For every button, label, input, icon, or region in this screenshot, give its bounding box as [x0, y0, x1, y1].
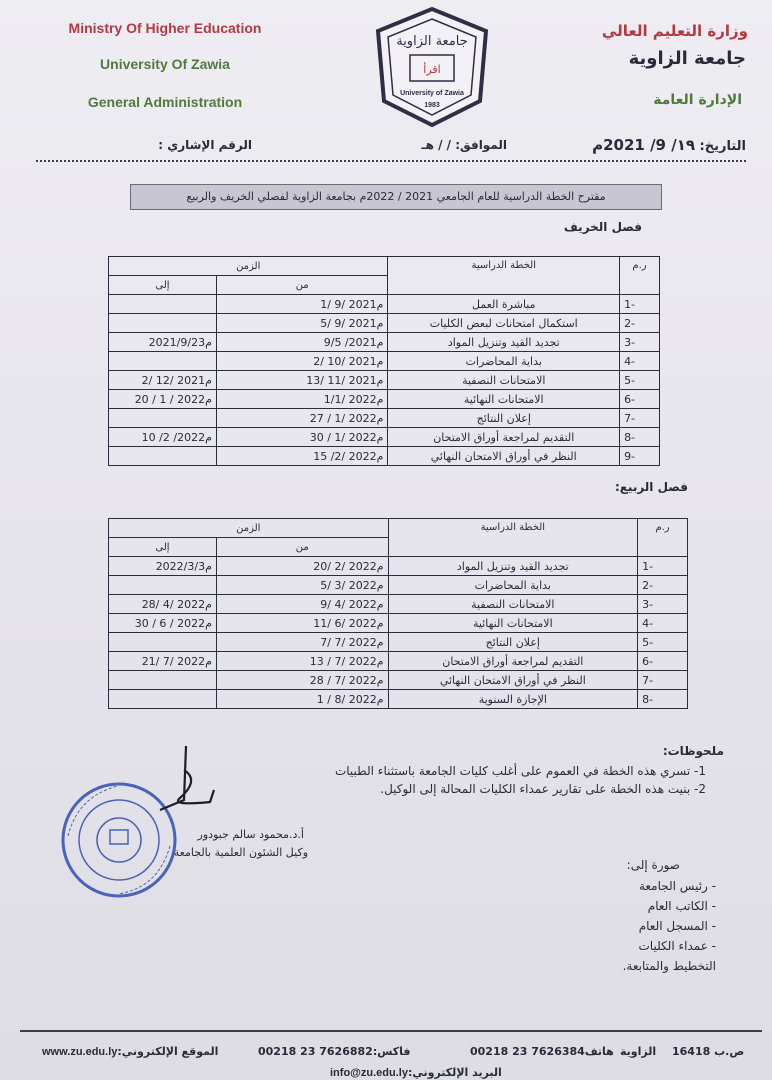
spring-cell-no: 3- — [638, 595, 688, 614]
signatory-title: وكيل الشئون العلمية بالجامعة — [173, 846, 308, 859]
copy-item: - الكاتب العام — [647, 899, 716, 913]
spring-row — [109, 576, 688, 595]
spring-cell-no: 6- — [638, 652, 688, 671]
autumn-row — [109, 314, 660, 333]
note-item: 2- بنيت هذه الخطة على تقارير عمداء الكليات المحالة إلى الوكيل. — [380, 782, 706, 796]
footer-phone-block — [470, 1045, 614, 1058]
autumn-cell-plan: التقديم لمراجعة أوراق الامتحان — [388, 428, 620, 447]
autumn-cell-no: 1- — [620, 295, 660, 314]
autumn-cell-from: 13/ 11/ 2021م — [216, 371, 388, 390]
spring-cell-to — [109, 633, 217, 652]
autumn-row — [109, 390, 660, 409]
spring-row — [109, 671, 688, 690]
autumn-col-from: من — [216, 276, 388, 295]
hijri-label: الموافق: — [455, 138, 507, 152]
autumn-row — [109, 409, 660, 428]
spring-cell-plan: النظر في أوراق الامتحان النهائي — [388, 671, 638, 690]
spring-cell-plan: التقديم لمراجعة أوراق الامتحان — [388, 652, 638, 671]
spring-row — [109, 557, 688, 576]
spring-cell-from: 5/ 3/ 2022م — [216, 576, 388, 595]
spring-cell-plan: تجديد القيد وتنزيل المواد — [388, 557, 638, 576]
autumn-cell-plan: الامتحانات النهائية — [388, 390, 620, 409]
spring-heading: فصل الربيع: — [614, 480, 688, 494]
spring-col-time: الزمن — [109, 519, 389, 538]
signature-icon — [140, 740, 230, 830]
autumn-row — [109, 428, 660, 447]
autumn-cell-no: 2- — [620, 314, 660, 333]
autumn-cell-from: 15 /2/ 2022م — [216, 447, 388, 466]
spring-row — [109, 595, 688, 614]
autumn-col-plan: الخطة الدراسية — [388, 257, 620, 295]
autumn-cell-from: 2/ 10/ 2021م — [216, 352, 388, 371]
autumn-cell-to — [109, 314, 217, 333]
spring-cell-plan: إعلان النتائج — [388, 633, 638, 652]
spring-cell-from: 9/ 4/ 2022م — [216, 595, 388, 614]
spring-table — [108, 518, 688, 709]
autumn-table — [108, 256, 660, 466]
copies-heading: صورة إلى: — [626, 858, 680, 872]
footer-city: الزاوية — [620, 1045, 657, 1058]
autumn-cell-to: 2021/9/23م — [109, 333, 217, 352]
ar-ministry: وزارة التعليم العالي — [601, 22, 748, 40]
autumn-cell-to — [109, 352, 217, 371]
signatory-name: أ.د.محمود سالم جبودور — [197, 828, 304, 841]
spring-cell-plan: الامتحانات النصفية — [388, 595, 638, 614]
en-admin: General Administration — [87, 94, 243, 110]
autumn-cell-no: 8- — [620, 428, 660, 447]
footer-phone: 00218 23 7626384 — [470, 1045, 585, 1058]
spring-cell-from: 20/ 2/ 2022م — [216, 557, 388, 576]
autumn-cell-plan: النظر في أوراق الامتحان النهائي — [388, 447, 620, 466]
copy-item: - عمداء الكليات — [638, 939, 716, 953]
autumn-cell-to: 20 / 1 / 2022م — [109, 390, 217, 409]
autumn-col-to: إلى — [109, 276, 217, 295]
spring-row — [109, 690, 688, 709]
en-ministry: Ministry Of Higher Education — [68, 20, 262, 36]
footer-fax-label: :فاكس — [372, 1045, 411, 1058]
autumn-cell-to — [109, 447, 217, 466]
autumn-cell-plan: بداية المحاضرات — [388, 352, 620, 371]
en-university: University Of Zawia — [100, 56, 230, 72]
copy-item: التخطيط والمتابعة. — [622, 959, 716, 973]
autumn-cell-from: 1/1/ 2022م — [216, 390, 388, 409]
footer-fax: 00218 23 7626882 — [258, 1045, 373, 1058]
autumn-cell-plan: تجديد القيد وتنزيل المواد — [388, 333, 620, 352]
autumn-cell-no: 7- — [620, 409, 660, 428]
ar-university: جامعة الزاوية — [628, 48, 746, 69]
ref-label: الرقم الإشاري : — [158, 138, 252, 152]
note-item: 1- تسري هذه الخطة في العموم على أغلب كليات الجامعة باستثناء الطبيات — [334, 764, 706, 778]
header-divider — [36, 160, 746, 162]
autumn-cell-to — [109, 409, 217, 428]
spring-row — [109, 652, 688, 671]
autumn-col-time: الزمن — [109, 257, 388, 276]
footer-website-block — [42, 1045, 218, 1058]
autumn-cell-to: 2/ 12/ 2021م — [109, 371, 217, 390]
autumn-row — [109, 295, 660, 314]
autumn-cell-to — [109, 295, 217, 314]
footer-email: info@zu.edu.ly — [330, 1067, 408, 1079]
hijri-line — [421, 138, 507, 152]
spring-cell-to: 21/ 7/ 2022م — [109, 652, 217, 671]
spring-col-to: إلى — [109, 538, 217, 557]
autumn-cell-plan: الامتحانات النصفية — [388, 371, 620, 390]
notes-heading: ملحوظات: — [662, 744, 724, 758]
ar-admin: الإدارة العامة — [653, 92, 742, 108]
footer-address — [620, 1045, 656, 1058]
footer-divider — [20, 1030, 762, 1032]
copy-item: - رئيس الجامعة — [638, 879, 716, 893]
spring-cell-no: 7- — [638, 671, 688, 690]
footer-fax-block — [258, 1045, 411, 1058]
autumn-col-no: ر.م — [620, 257, 660, 295]
autumn-cell-from: 5/ 9/ 2021م — [216, 314, 388, 333]
spring-cell-no: 8- — [638, 690, 688, 709]
autumn-cell-plan: إعلان النتائج — [388, 409, 620, 428]
spring-cell-no: 1- — [638, 557, 688, 576]
footer-website-label: :الموقع الإلكتروني — [117, 1045, 219, 1058]
logo-text-bottom: University of Zawia — [400, 90, 464, 97]
footer-email-block — [330, 1066, 502, 1079]
footer-website: www.zu.edu.ly — [42, 1046, 118, 1058]
autumn-row — [109, 352, 660, 371]
date-label: التاريخ: — [699, 139, 746, 154]
autumn-cell-from: 1/ 9/ 2021م — [216, 295, 388, 314]
spring-cell-from: 13 / 7/ 2022م — [216, 652, 388, 671]
spring-row — [109, 614, 688, 633]
document-title: مقترح الخطة الدراسية للعام الجامعي 2021 / 2022م بجامعة الزاوية لفصلي الخريف والربيع — [130, 184, 662, 210]
autumn-cell-from: 30 / 1/ 2022م — [216, 428, 388, 447]
spring-cell-plan: بداية المحاضرات — [388, 576, 638, 595]
autumn-heading: فصل الخريف — [563, 220, 642, 234]
spring-cell-no: 4- — [638, 614, 688, 633]
university-seal-icon — [370, 5, 494, 129]
spring-cell-from: 28 / 7/ 2022م — [216, 671, 388, 690]
autumn-cell-no: 5- — [620, 371, 660, 390]
autumn-cell-plan: مباشرة العمل — [388, 295, 620, 314]
copy-item: - المسجل العام — [638, 919, 716, 933]
logo-text-top: جامعة الزاوية — [396, 34, 468, 49]
spring-cell-to: 2022/3/3م — [109, 557, 217, 576]
autumn-row — [109, 333, 660, 352]
spring-cell-plan: الإجازة السنوية — [388, 690, 638, 709]
spring-cell-plan: الامتحانات النهائية — [388, 614, 638, 633]
copies-list — [623, 876, 716, 976]
spring-col-from: من — [216, 538, 388, 557]
spring-cell-from: 1 / 8/ 2022م — [216, 690, 388, 709]
footer-phone-label: هاتف — [584, 1045, 614, 1058]
spring-col-plan: الخطة الدراسية — [388, 519, 638, 557]
logo-text-mid: اقرأ — [423, 63, 441, 76]
spring-cell-to — [109, 690, 217, 709]
spring-cell-to: 28/ 4/ 2022م — [109, 595, 217, 614]
autumn-row — [109, 371, 660, 390]
spring-row — [109, 633, 688, 652]
spring-cell-no: 2- — [638, 576, 688, 595]
autumn-cell-plan: استكمال امتحانات لبعض الكليات — [388, 314, 620, 333]
autumn-cell-no: 6- — [620, 390, 660, 409]
spring-cell-from: 11/ 6/ 2022م — [216, 614, 388, 633]
spring-cell-from: 7/ 7/ 2022م — [216, 633, 388, 652]
autumn-cell-to: 10 /2 /2022م — [109, 428, 217, 447]
footer-pobox: 16418 ص.ب — [672, 1045, 745, 1058]
autumn-cell-from: 9/5 /2021م — [216, 333, 388, 352]
spring-cell-to — [109, 576, 217, 595]
spring-col-no: ر.م — [638, 519, 688, 557]
logo-year: 1983 — [424, 102, 440, 109]
autumn-cell-from: 27 / 1/ 2022م — [216, 409, 388, 428]
autumn-cell-no: 9- — [620, 447, 660, 466]
autumn-cell-no: 3- — [620, 333, 660, 352]
spring-cell-to — [109, 671, 217, 690]
notes-list — [335, 762, 706, 798]
footer-email-label: :البريد الإلكتروني — [407, 1066, 502, 1079]
autumn-cell-no: 4- — [620, 352, 660, 371]
spring-cell-no: 5- — [638, 633, 688, 652]
autumn-row — [109, 447, 660, 466]
date-line — [592, 136, 746, 154]
spring-cell-to: 30 / 6 / 2022م — [109, 614, 217, 633]
hijri-value: / / هـ — [421, 138, 452, 152]
date-value: ١٩/ 9/ 2021م — [592, 136, 695, 154]
